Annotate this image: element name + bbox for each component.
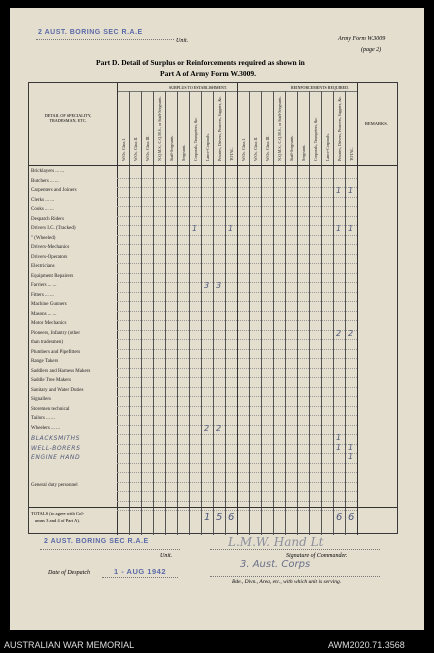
column-header: W.Os. Class III.: [145, 135, 150, 161]
column-header: Corporals, Trumpeters, &c.: [313, 117, 318, 161]
row-rule: [117, 254, 357, 255]
handwritten-entry: 1: [228, 224, 234, 233]
row-rule: [117, 273, 357, 274]
totals-label-2: umns 3 and 4 of Part A).: [35, 518, 81, 523]
bottom-unit-underline: [40, 549, 180, 550]
footer-left: AUSTRALIAN WAR MEMORIAL: [4, 640, 135, 650]
column-header: Staff-Sergeants.: [169, 135, 174, 161]
row-rule: [117, 406, 357, 407]
row-rule: [117, 330, 357, 331]
detail-header: DETAIL OF SPECIALITY, TRADESMAN, ETC.: [44, 113, 92, 123]
row-rule: [117, 396, 357, 397]
row-label: Fitters ... ...: [31, 292, 54, 298]
row-label: Wheelers ... ...: [31, 425, 60, 431]
handwritten-entry: 1: [192, 224, 198, 233]
row-label: Storemen technical: [31, 406, 70, 412]
column-header: N.Q.M.S., C.Q.M.S., or Staff-Sergeants.: [157, 96, 162, 161]
commander-signature: L.M.W. Hand Lt: [228, 535, 324, 549]
column-rule: [273, 91, 274, 535]
form-title-line1: Part D. Detail of Surplus or Reinforcements required as shown in: [96, 58, 305, 67]
row-label: Sanitary and Water Duties: [31, 387, 84, 393]
unit-stamp: 2 AUST. BORING SEC R.A.E: [38, 29, 143, 36]
handwritten-entry: 3: [216, 281, 222, 290]
row-rule: [117, 482, 357, 483]
remarks-header: REMARKS.: [365, 121, 388, 126]
row-rule: [117, 244, 357, 245]
handwritten-entry: 1: [336, 433, 342, 442]
totals-rule: [29, 507, 397, 508]
row-label: Machine Gunners: [31, 302, 67, 307]
column-header: TOTAL.: [229, 147, 234, 161]
total-entry: 5: [216, 512, 223, 523]
row-label: Drivers-Operators: [31, 254, 68, 260]
column-rule: [261, 91, 262, 535]
handwritten-entry: 1: [336, 186, 342, 195]
column-header: Lance-Corporals.: [205, 133, 210, 161]
row-rule: [117, 292, 357, 293]
handwritten-entry: 1: [348, 452, 354, 461]
row-rule: [117, 501, 357, 502]
row-label: Saddle Tree Makers: [31, 378, 71, 383]
row-label: Cooks ... ...: [31, 207, 54, 212]
column-header: Staff-Sergeants.: [289, 135, 294, 161]
row-rule: [117, 453, 357, 454]
column-rule: [345, 91, 346, 535]
row-rule: [117, 444, 357, 445]
row-label: Motor Mechanics: [31, 321, 67, 326]
column-rule: [321, 91, 322, 535]
handwritten-entry: 1: [336, 442, 342, 452]
row-label: Masons ... ...: [31, 311, 57, 317]
total-entry: 6: [336, 512, 343, 523]
column-rule: [189, 91, 190, 535]
row-rule: [117, 235, 357, 236]
row-label: " (Wheeled): [31, 235, 56, 241]
column-rule: [177, 91, 178, 535]
row-label: Drivers-Mechanics: [31, 245, 70, 250]
column-rule: [225, 91, 226, 535]
row-rule: [117, 434, 357, 435]
column-header: Privates, Drivers, Pioneers, Sappers, &c.: [217, 95, 222, 161]
column-header: W.Os. Class I.: [121, 138, 126, 161]
total-entry: 6: [348, 512, 355, 523]
column-header: Corporals, Trumpeters, &c.: [193, 117, 198, 161]
column-rule: [249, 91, 250, 535]
unit-label: Unit.: [176, 38, 189, 44]
despatch-underline: [102, 577, 178, 578]
row-label: General duty personnel: [31, 482, 78, 488]
column-rule: [153, 91, 154, 535]
row-label: than tradesmen): [31, 340, 64, 345]
handwritten-entry: 1: [348, 442, 354, 452]
bottom-unit-stamp: 2 AUST. BORING SEC R.A.E: [44, 538, 149, 545]
row-label: Pioneers, Infantry (other: [31, 330, 81, 336]
handwritten-entry: 3: [204, 281, 210, 290]
row-label: Range Takers: [31, 359, 59, 364]
row-rule: [117, 377, 357, 378]
handwritten-entry: 2: [348, 328, 354, 338]
handwritten-entry: 2: [336, 328, 342, 338]
row-rule: [117, 349, 357, 350]
row-label: Butchers ... ...: [31, 178, 59, 184]
row-label: Clerks ... ...: [31, 197, 55, 203]
row-rule: [117, 282, 357, 283]
page-reference: (page 2): [361, 47, 382, 53]
row-label: Electricians: [31, 264, 55, 269]
formation-label: Bde., Divn., Area, etc., with which unit is serving.: [232, 579, 342, 585]
reinforcements-header: REINFORCEMENTS REQUIRED.: [291, 85, 350, 90]
row-rule: [117, 491, 357, 492]
form-reference: Army Form W.3009: [338, 36, 386, 42]
row-rule: [117, 472, 357, 473]
column-header: Sergeants.: [301, 144, 306, 161]
column-rule: [285, 91, 286, 535]
row-rule: [117, 415, 357, 416]
formation-underline: [210, 576, 380, 577]
row-label: Farriers ... ...: [31, 283, 57, 288]
row-rule: [117, 510, 357, 511]
row-label: ENGINE HAND: [31, 454, 81, 461]
row-rule: [117, 197, 357, 198]
column-rule: [141, 91, 142, 535]
totals-label-1: TOTALS (to agree with Col-: [31, 511, 85, 516]
row-rule: [117, 387, 357, 388]
row-label: Equipment Repairers: [31, 273, 74, 279]
row-label: Bricklayers ... ...: [31, 169, 65, 174]
column-header: W.Os. Class III.: [265, 135, 270, 161]
row-label: Drivers I.C. (Tracked): [31, 226, 76, 231]
row-rule: [117, 320, 357, 321]
handwritten-entry: 1: [348, 224, 354, 233]
row-rule: [117, 311, 357, 312]
surplus-header: SURPLUS TO ESTABLISHMENT.: [169, 85, 228, 90]
column-header: Lance-Corporals.: [325, 133, 330, 161]
row-label: BLACKSMITHS: [31, 435, 81, 442]
handwritten-entry: 2: [216, 423, 222, 433]
row-rule: [117, 187, 357, 188]
column-header: W.Os. Class II.: [133, 136, 138, 161]
despatch-label: Date of Despatch: [48, 570, 90, 576]
form-paper: [10, 8, 424, 630]
detail-table: [28, 82, 398, 534]
column-header: Privates, Drivers, Pioneers, Sappers, &c.: [337, 95, 342, 161]
form-title-line2: Part A of Army Form W.3009.: [160, 69, 257, 78]
row-rule: [117, 178, 357, 179]
formation-handwritten: 3. Aust. Corps: [240, 559, 311, 570]
row-rule: [117, 339, 357, 340]
column-header: N.Q.M.S., C.Q.M.S., or Staff-Sergeants.: [277, 96, 282, 161]
header-rule: [29, 165, 397, 166]
column-header: TOTAL.: [349, 147, 354, 161]
column-header: W.Os. Class II.: [253, 136, 258, 161]
header-underline: [36, 39, 174, 40]
signature-underline: [210, 549, 380, 550]
row-label: WELL-BORERS: [31, 444, 81, 452]
row-rule: [117, 358, 357, 359]
row-rule: [117, 425, 357, 426]
column-rule: [201, 91, 202, 535]
despatch-date-stamp: 1 - AUG 1942: [114, 567, 166, 576]
column-rule: [297, 91, 298, 535]
total-entry: 6: [228, 512, 235, 523]
total-entry: 1: [204, 512, 211, 523]
row-rule: [117, 216, 357, 217]
handwritten-entry: 1: [348, 186, 354, 195]
row-label: Saddlers and Harness Makers: [31, 368, 91, 374]
column-header: W.Os. Class I.: [241, 138, 246, 161]
column-rule: [237, 83, 238, 535]
column-rule: [213, 91, 214, 535]
column-header: Sergeants.: [181, 144, 186, 161]
column-rule: [333, 91, 334, 535]
row-label: Despatch Riders: [31, 216, 64, 222]
column-rule: [309, 91, 310, 535]
row-rule: [117, 368, 357, 369]
row-rule: [117, 206, 357, 207]
column-rule: [117, 83, 118, 535]
handwritten-entry: 1: [336, 224, 342, 233]
column-rule: [357, 83, 358, 535]
row-rule: [117, 301, 357, 302]
row-rule: [117, 263, 357, 264]
row-label: Signallers: [31, 397, 51, 402]
row-rule: [117, 463, 357, 464]
column-rule: [129, 91, 130, 535]
row-rule: [117, 225, 357, 226]
handwritten-entry: 2: [204, 423, 210, 433]
bottom-unit-label: Unit.: [160, 553, 173, 559]
column-rule: [165, 91, 166, 535]
row-label: Carpenters and Joiners: [31, 188, 77, 193]
footer-right: AWM2020.71.3568: [328, 640, 405, 650]
signature-label: Signature of Commander.: [286, 553, 348, 559]
row-label: Tailors ... ...: [31, 416, 55, 421]
row-label: Plumbers and Pipefitters: [31, 349, 81, 355]
